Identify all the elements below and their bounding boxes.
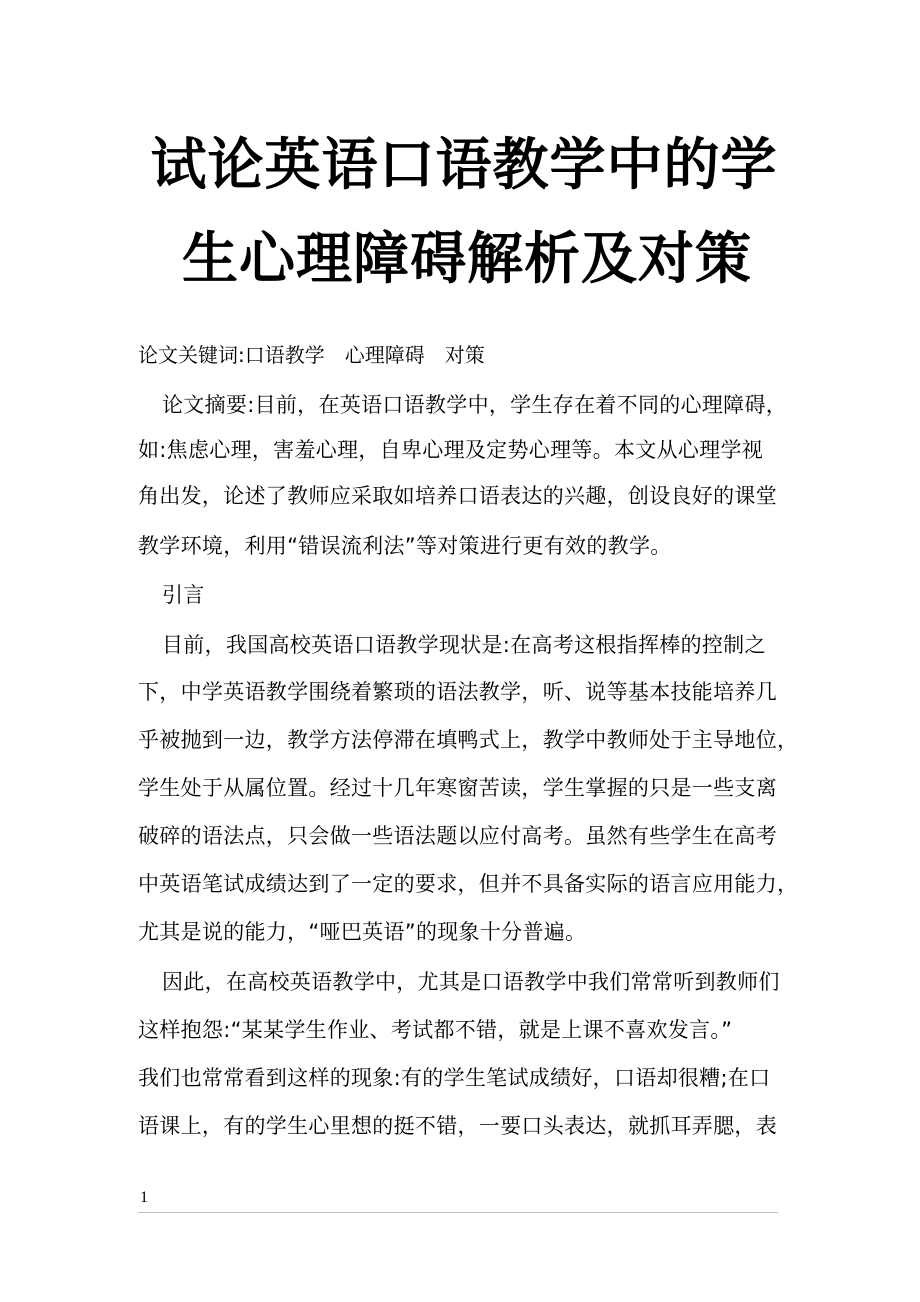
keywords-line: 论文关键词:口语教学 心理障碍 对策 bbox=[138, 343, 485, 367]
abstract-line: 如:焦虑心理，害羞心理，自卑心理及定势心理等。本文从心理学视 bbox=[138, 438, 764, 462]
paragraph-1-line: 破碎的语法点，只会做一些语法题以应付高考。虽然有些学生在高考 bbox=[138, 824, 777, 848]
abstract-line: 角出发，论述了教师应采取如培养口语表达的兴趣，创设良好的课堂 bbox=[138, 484, 777, 508]
abstract-line: 教学环境，利用“错误流利法”等对策进行更有效的教学。 bbox=[138, 534, 672, 558]
footer-divider bbox=[138, 1212, 778, 1213]
document-title-line-2: 生心理障碍解析及对策 bbox=[182, 227, 752, 292]
paragraph-1-line: 目前，我国高校英语口语教学现状是:在高考这根指挥棒的控制之 bbox=[162, 633, 766, 657]
paragraph-2-line: 我们也常常看到这样的现象:有的学生笔试成绩好，口语却很糟;在口 bbox=[138, 1066, 771, 1090]
paragraph-2-line: 语课上，有的学生心里想的挺不错，一要口头表达，就抓耳弄腮，表 bbox=[138, 1114, 777, 1138]
paragraph-1-line: 学生处于从属位置。经过十几年寒窗苦读，学生掌握的只是一些支离 bbox=[138, 776, 777, 800]
abstract-line: 论文摘要:目前，在英语口语教学中，学生存在着不同的心理障碍， bbox=[162, 393, 788, 417]
paragraph-1-line: 中英语笔试成绩达到了一定的要求，但并不具备实际的语言应用能力， bbox=[138, 872, 799, 896]
paragraph-1-line: 尤其是说的能力，“哑巴英语”的现象十分普遍。 bbox=[138, 920, 587, 944]
page-number: 1 bbox=[140, 1189, 148, 1206]
intro-heading: 引言 bbox=[162, 583, 205, 607]
paragraph-1-line: 下，中学英语教学围绕着繁琐的语法教学，听、说等基本技能培养几 bbox=[138, 680, 777, 704]
paragraph-2-line: 因此，在高校英语教学中，尤其是口语教学中我们常常听到教师们 bbox=[162, 970, 780, 994]
document-title-line-1: 试论英语口语教学中的学 bbox=[150, 133, 778, 198]
paragraph-2-line: 这样抱怨:“某某学生作业、考试都不错，就是上课不喜欢发言。” bbox=[138, 1018, 733, 1042]
paragraph-1-line: 乎被抛到一边，教学方法停滞在填鸭式上，教学中教师处于主导地位， bbox=[138, 728, 799, 752]
